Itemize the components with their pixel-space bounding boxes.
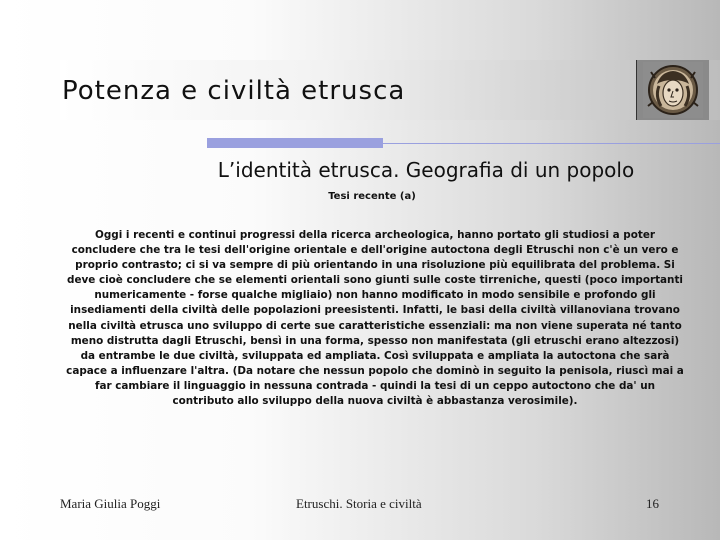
accent-line	[380, 143, 720, 144]
footer-course: Etruschi. Storia e civiltà	[296, 496, 422, 511]
footer-author: Maria Giulia Poggi	[60, 496, 161, 511]
accent-bar	[207, 138, 383, 148]
tesi-label	[0, 191, 720, 202]
footer-page-number: 16	[646, 496, 659, 511]
subtitle-text: L’identità etrusca. Geografia di un popolo	[217, 158, 635, 182]
body-paragraph: Oggi i recenti e continui progressi della ricerca archeologica, hanno portato gli studiosi a poter concludere che tra le tesi dell'origine orientale e dell'origine autoctona degli Etruschi non c'è un vero e proprio contrasto; ci si va sempre di più orientando in una risoluzione più equilibrata del problema. Si deve cioè concludere che se elementi orientali sono giunti sulle coste tirreniche, questi (poco importanti numericamente - forse qualche migliaio) non hanno modificato in modo sensibile e profondo gli insediamenti della civiltà delle popolazioni preesistenti. Infatti, le basi della civiltà villanoviana trovano nella civiltà etrusca uno sviluppo di certe sue caratteristiche essenziali: ma non viene superata né tanto meno distrutta dagli Etruschi, bensì in una forma, spesso non manifestata (gli etruschi erano altezzosi) da entrambe le due civiltà, sviluppata ed ampliata. Così sviluppata e ampliata la autoctona che sarà capace a influenzare l'altra. (Da notare che nessun popolo che dominò in seguito la penisola, riuscì mai a far cambiare il linguaggio in nessuna contrada - quindi la tesi di un ceppo autoctono che da' un contributo allo sviluppo della nuova civiltà è abbastanza verosimile).	[66, 229, 684, 408]
etruscan-head-coin-icon	[636, 60, 709, 120]
slide-title: Potenza e civiltà etrusca	[62, 76, 406, 106]
tesi-text: Tesi recente (a)	[328, 191, 416, 202]
slide-subtitle	[0, 158, 720, 182]
